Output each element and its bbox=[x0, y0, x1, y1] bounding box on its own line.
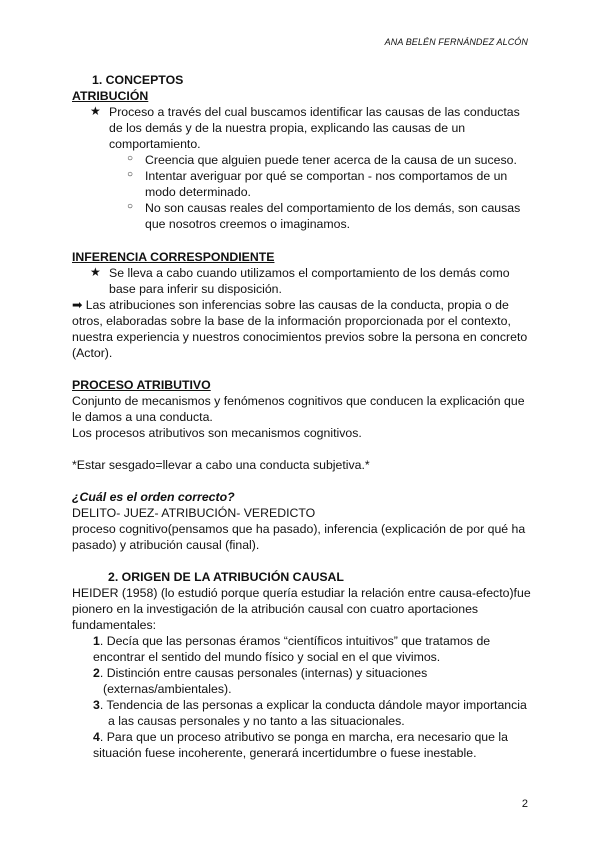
inferencia-arrow-line: otros, elaboradas sobre la base de la información proporcionada por el contexto, bbox=[72, 314, 511, 328]
list-item-dot: . bbox=[99, 730, 107, 744]
star-bullet-icon: ★ bbox=[90, 265, 101, 279]
list-item-dot: . bbox=[99, 698, 107, 712]
list-item-continuation: a las causas personales y no tanto a las situacionales. bbox=[108, 714, 405, 728]
atribucion-sub-line: modo determinado. bbox=[145, 185, 251, 199]
list-item-text: Para que un proceso atributivo se ponga en marcha, era necesario que la bbox=[106, 730, 508, 744]
header-author: ANA BELÉN FERNÁNDEZ ALCÓN bbox=[384, 37, 528, 47]
atribucion-sub-line: Creencia que alguien puede tener acerca de la causa de un suceso. bbox=[145, 153, 517, 167]
inferencia-heading: INFERENCIA CORRESPONDIENTE bbox=[72, 250, 275, 264]
atribucion-text-line: Proceso a través del cual buscamos identificar las causas de las conductas bbox=[109, 105, 520, 119]
orden-sequence: DELITO- JUEZ- ATRIBUCIÓN- VEREDICTO bbox=[72, 506, 316, 520]
atribucion-sub-line: que nosotros creemos o imaginamos. bbox=[145, 217, 351, 231]
inferencia-text-line: Se lleva a cabo cuando utilizamos el comportamiento de los demás como bbox=[109, 266, 510, 280]
star-bullet-icon: ★ bbox=[90, 104, 101, 118]
atribucion-text-line: comportamiento. bbox=[109, 137, 201, 151]
list-item bbox=[93, 665, 427, 681]
list-item bbox=[93, 729, 508, 745]
circle-bullet-icon: ○ bbox=[127, 201, 134, 212]
proceso-text-line: le damos a una conducta. bbox=[72, 410, 213, 424]
list-item-text: Distinción entre causas personales (internas) y situaciones bbox=[106, 666, 428, 680]
atribucion-sub-line: Intentar averiguar por qué se comportan - nos comportamos de un bbox=[145, 169, 508, 183]
inferencia-text-line: base para inferir su disposición. bbox=[109, 282, 282, 296]
list-item bbox=[93, 633, 490, 649]
inferencia-arrow-line: (Actor). bbox=[72, 346, 113, 360]
orden-text-line: proceso cognitivo(pensamos que ha pasado), inferencia (explicación de por qué ha bbox=[72, 522, 526, 536]
circle-bullet-icon: ○ bbox=[127, 169, 134, 180]
list-item-number: 4 bbox=[93, 730, 100, 744]
section-2-intro-line: fundamentales: bbox=[72, 618, 157, 632]
atribucion-text-line: de los demás y de la nuestra propia, explicando las causas de un bbox=[109, 121, 466, 135]
list-item-number: 1 bbox=[93, 634, 100, 648]
proceso-text-line: Conjunto de mecanismos y fenómenos cognitivos que conducen la explicación que bbox=[72, 394, 525, 408]
proceso-heading: PROCESO ATRIBUTIVO bbox=[72, 378, 211, 392]
atribucion-heading: ATRIBUCIÓN bbox=[72, 89, 149, 103]
list-item-text: Tendencia de las personas a explicar la conducta dándole mayor importancia bbox=[106, 698, 527, 712]
list-item-continuation: (externas/ambientales). bbox=[103, 682, 232, 696]
orden-text-line: pasado) y atribución causal (final). bbox=[72, 538, 260, 552]
inferencia-arrow-line: nuestra experiencia y nuestros conocimientos previos sobre la persona en concreto bbox=[72, 330, 528, 344]
section-1-title: 1. CONCEPTOS bbox=[92, 73, 184, 87]
list-item-continuation: situación fuese incoherente, generará incertidumbre o fuese inestable. bbox=[93, 746, 477, 760]
circle-bullet-icon: ○ bbox=[127, 153, 134, 164]
list-item-number: 2 bbox=[93, 666, 100, 680]
list-item-number: 3 bbox=[93, 698, 100, 712]
proceso-note: *Estar sesgado=llevar a cabo una conducta subjetiva.* bbox=[72, 458, 370, 472]
page-number: 2 bbox=[521, 798, 528, 810]
section-2-title: 2. ORIGEN DE LA ATRIBUCIÓN CAUSAL bbox=[108, 570, 344, 584]
atribucion-sub-line: No son causas reales del comportamiento de los demás, son causas bbox=[145, 201, 521, 215]
list-item-continuation: encontrar el sentido del mundo físico y social en el que vivimos. bbox=[93, 650, 441, 664]
inferencia-arrow-line: ➡ Las atribuciones son inferencias sobre las causas de la conducta, propia o de bbox=[72, 298, 509, 312]
list-item-dot: . bbox=[99, 666, 107, 680]
proceso-text-line: Los procesos atributivos son mecanismos cognitivos. bbox=[72, 426, 362, 440]
list-item-dot: . bbox=[99, 634, 107, 648]
orden-question: ¿Cuál es el orden correcto? bbox=[72, 490, 235, 504]
section-2-intro-line: HEIDER (1958) (lo estudió porque quería estudiar la relación entre causa-efecto)fue bbox=[72, 586, 531, 600]
section-2-intro-line: pionero en la investigación de la atribución causal con cuatro aportaciones bbox=[72, 602, 479, 616]
list-item-text: Decía que las personas éramos “científicos intuitivos” que tratamos de bbox=[106, 634, 491, 648]
list-item bbox=[93, 697, 527, 713]
